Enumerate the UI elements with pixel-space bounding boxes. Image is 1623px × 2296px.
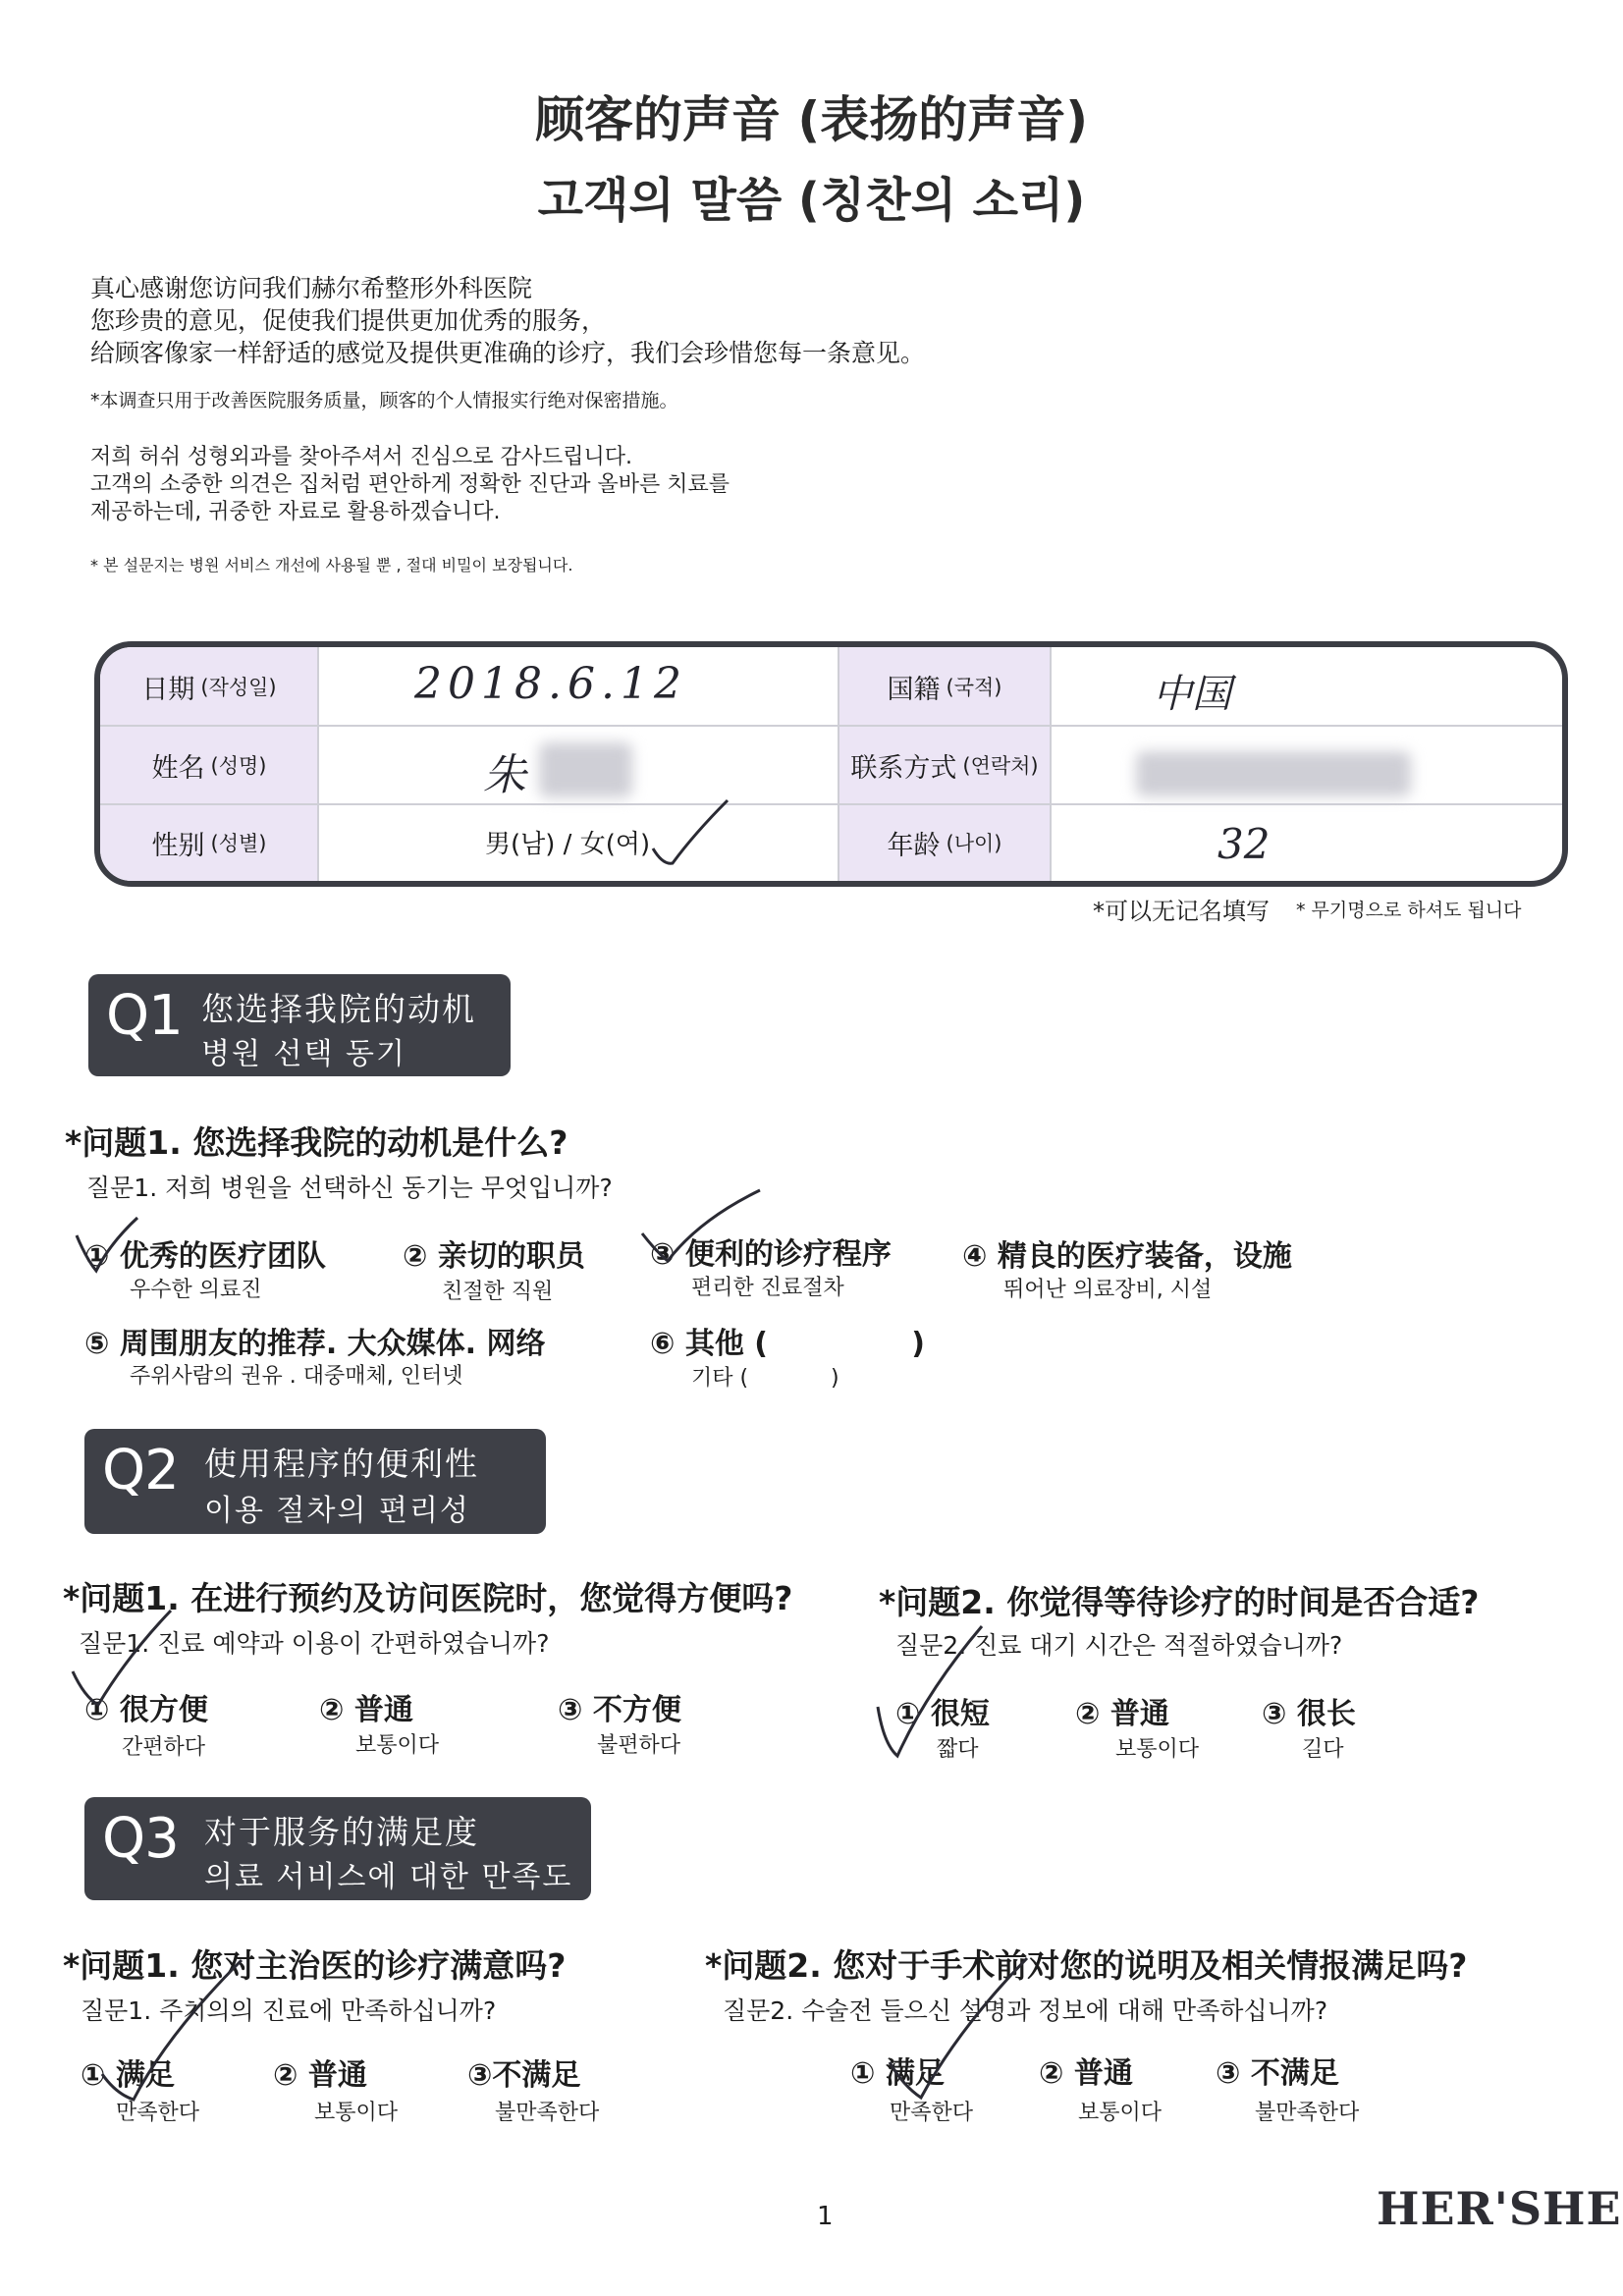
q1-option-3-sub: 편리한 진료절차 xyxy=(691,1276,844,1300)
intro-cn xyxy=(90,272,925,369)
row-divider xyxy=(100,803,1562,805)
gender-check-mark xyxy=(645,794,733,873)
age-value[interactable]: 32 xyxy=(1217,820,1271,868)
q3-banner xyxy=(84,1797,591,1900)
q3a-option-3-sub: 불만족한다 xyxy=(495,2101,600,2125)
q2-banner xyxy=(84,1429,546,1534)
q1-title-kr: 병원 선택 동기 xyxy=(201,1037,406,1071)
q1-number: Q1 xyxy=(106,984,183,1048)
redacted-name xyxy=(539,742,632,797)
q2a-option-3[interactable]: ③ 不方便 xyxy=(558,1693,681,1727)
col-divider xyxy=(317,647,319,881)
hershe-logo: HER'SHE xyxy=(1377,2182,1622,2235)
q3a-question-cn: *问题1. 您对主治医的诊疗满意吗? xyxy=(63,1946,567,1985)
age-label: 年龄 (나이) xyxy=(839,804,1051,881)
q2b-question-cn: *问题2. 你觉得等待诊疗的时间是否合适? xyxy=(879,1583,1480,1621)
q3a-option-1-check-mark xyxy=(98,1956,245,2104)
intro-cn-line: 真心感谢您访问我们赫尔希整形外科医院 xyxy=(90,274,533,302)
q1-question-kr: 질문1. 저희 병원을 선택하신 동기는 무엇입니까? xyxy=(86,1174,613,1202)
gender-label: 性别 (성별) xyxy=(100,804,318,881)
q1-option-3[interactable]: ③ 便利的诊疗程序 xyxy=(650,1237,892,1272)
q2b-option-3-sub: 길다 xyxy=(1302,1737,1344,1762)
q2a-question-cn: *问题1. 在进行预约及访问医院时，您觉得方便吗? xyxy=(63,1579,793,1617)
q1-banner xyxy=(88,974,511,1076)
anonymous-note-kr: * 무기명으로 하셔도 됩니다 xyxy=(1296,900,1522,921)
q1-option-1-check-mark xyxy=(73,1214,141,1283)
intro-cn-line: 您珍贵的意见，促使我们提供更加优秀的服务， xyxy=(90,306,607,335)
q1-option-4[interactable]: ④ 精良的医疗装备，设施 xyxy=(962,1239,1292,1274)
page-title-cn: 顾客的声音 (表扬的声音) xyxy=(534,91,1089,148)
anonymous-note-cn: *可以无记名填写 xyxy=(1093,898,1270,925)
q1-question-cn: *问题1. 您选择我院的动机是什么? xyxy=(65,1123,568,1162)
q2b-option-1[interactable]: ① 很短 xyxy=(895,1697,990,1731)
q3b-option-2[interactable]: ② 普通 xyxy=(1039,2056,1133,2091)
privacy-note-cn: *本调查只用于改善医院服务质量，顾客的个人情报实行绝对保密措施。 xyxy=(90,390,678,411)
q2b-option-2[interactable]: ② 普通 xyxy=(1075,1697,1169,1731)
q2a-option-1-sub: 간편하다 xyxy=(122,1735,206,1760)
contact-label: 联系方式 (연락처) xyxy=(839,726,1051,804)
q2a-option-2-sub: 보통이다 xyxy=(355,1733,440,1758)
q1-option-4-sub: 뛰어난 의료장비, 시설 xyxy=(1003,1278,1213,1302)
q3a-option-2-sub: 보통이다 xyxy=(314,2101,399,2125)
q3b-option-2-sub: 보통이다 xyxy=(1078,2101,1163,2125)
q1-option-2-sub: 친절한 직원 xyxy=(442,1280,554,1304)
q3a-option-1[interactable]: ① 满足 xyxy=(81,2058,175,2093)
privacy-note-kr: * 본 설문지는 병원 서비스 개선에 사용될 뿐 , 절대 비밀이 보장됩니다. xyxy=(90,556,573,574)
q2a-option-3-sub: 불편하다 xyxy=(597,1733,681,1758)
q1-option-2[interactable]: ② 亲切的职员 xyxy=(403,1239,585,1274)
intro-kr-line: 제공하는데, 귀중한 자료로 활용하겠습니다. xyxy=(90,500,501,524)
row-divider xyxy=(100,725,1562,727)
q2a-option-1[interactable]: ① 很方便 xyxy=(84,1693,208,1727)
q3a-question-kr: 질문1. 주치의의 진료에 만족하십니까? xyxy=(81,1996,497,2025)
q2b-option-1-sub: 짧다 xyxy=(937,1737,979,1762)
nation-label: 国籍 (국적) xyxy=(839,647,1051,726)
date-value[interactable]: 2018.6.12 xyxy=(414,659,687,709)
q1-option-1-sub: 우수한 의료진 xyxy=(130,1278,262,1302)
date-label: 日期 (작성일) xyxy=(100,647,318,726)
q2b-question-kr: 질문2. 진료 대기 시간은 적절하였습니까? xyxy=(895,1631,1343,1660)
q2a-option-1-check-mark xyxy=(69,1607,177,1715)
q3-title-kr: 의료 서비스에 대한 만족도 xyxy=(204,1860,573,1894)
q3b-question-kr: 질문2. 수술전 들으신 설명과 정보에 대해 만족하십니까? xyxy=(723,1996,1328,2025)
q2b-option-1-check-mark xyxy=(872,1622,990,1770)
q1-option-3-check-mark xyxy=(638,1186,766,1275)
intro-cn-line: 给顾客像家一样舒适的感觉及提供更准确的诊疗，我们会珍惜您每一条意见。 xyxy=(90,339,926,367)
q3b-question-cn: *问题2. 您对于手术前对您的说明及相关情报满足吗? xyxy=(705,1946,1468,1985)
q3b-option-1-sub: 만족한다 xyxy=(890,2101,974,2125)
redacted-contact xyxy=(1136,751,1411,796)
q3b-option-3[interactable]: ③ 不满足 xyxy=(1216,2056,1339,2091)
nation-value[interactable]: 中国 xyxy=(1153,672,1231,717)
col-divider xyxy=(838,647,839,881)
q3b-option-1-check-mark xyxy=(884,1954,1031,2102)
intro-kr-line: 저희 허쉬 성형외과를 찾아주셔서 진심으로 감사드립니다. xyxy=(90,445,633,469)
q2-number: Q2 xyxy=(102,1439,179,1503)
q2a-option-2[interactable]: ② 普通 xyxy=(319,1693,413,1727)
q3-number: Q3 xyxy=(102,1807,179,1871)
page-title-kr: 고객의 말씀 (칭찬의 소리) xyxy=(537,173,1086,228)
q3-title-cn: 对于服务的满足度 xyxy=(204,1813,479,1851)
q3b-option-1[interactable]: ① 满足 xyxy=(850,2056,945,2091)
q2a-question-kr: 질문1. 진료 예약과 이용이 간편하였습니까? xyxy=(79,1629,550,1658)
q1-option-1[interactable]: ① 优秀的医疗团队 xyxy=(84,1239,326,1274)
q3b-option-3-sub: 불만족한다 xyxy=(1255,2101,1360,2125)
name-value[interactable]: 朱 xyxy=(483,750,526,800)
q2-title-cn: 使用程序的便利性 xyxy=(204,1445,479,1483)
q3a-option-3[interactable]: ③不满足 xyxy=(467,2058,581,2093)
q1-option-6[interactable]: ⑥ 其他 ( ) xyxy=(650,1327,925,1361)
page-number: 1 xyxy=(817,2202,834,2231)
q3a-option-1-sub: 만족한다 xyxy=(116,2101,200,2125)
q1-option-6-sub: 기타 ( ) xyxy=(691,1366,839,1391)
q1-option-5[interactable]: ⑤ 周围朋友的推荐. 大众媒体. 网络 xyxy=(84,1327,546,1361)
info-table xyxy=(94,641,1568,887)
intro-kr-line: 고객의 소중한 의견은 집처럼 편안하게 정확한 진단과 올바른 치료를 xyxy=(90,472,730,497)
intro-kr xyxy=(90,444,730,526)
gender-value[interactable]: 男(남) / 女(여) xyxy=(485,830,651,859)
name-label: 姓名 (성명) xyxy=(100,726,318,804)
q2b-option-3[interactable]: ③ 很长 xyxy=(1262,1697,1356,1731)
q3a-option-2[interactable]: ② 普通 xyxy=(273,2058,367,2093)
col-divider xyxy=(1050,647,1052,881)
q2b-option-2-sub: 보통이다 xyxy=(1115,1737,1200,1762)
q1-option-5-sub: 주위사람의 권유 . 대중매체, 인터넷 xyxy=(130,1364,463,1389)
q2-title-kr: 이용 절차의 편리성 xyxy=(204,1494,470,1528)
q1-title-cn: 您选择我院的动机 xyxy=(201,990,476,1028)
